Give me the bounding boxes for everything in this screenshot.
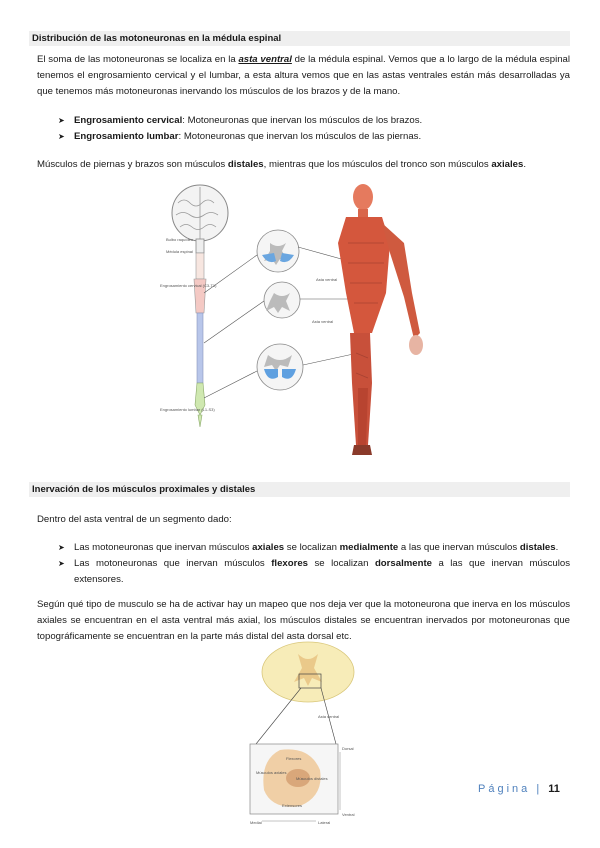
footer-separator: | bbox=[536, 783, 543, 795]
paragraph-soma: El soma de las motoneuronas se localiza en la asta ventral de la médula espinal. Vemos que a lo largo de la médula espinal tenemos el engrosamiento cervical y el lumbar, a esta altura vemos que en las astas ventrales están más desarrolladas ya que tenemos más motoneuronas inervando los músculos de los brazos y de la mano. bbox=[37, 54, 570, 97]
bullet-cervical: ➤ Engrosamiento cervical: Motoneuronas que inervan los músculos de los brazos. bbox=[60, 113, 570, 129]
label-asta-ventral-1: Asta ventral bbox=[316, 277, 338, 282]
paragraph-mapeo: Según qué tipo de musculo se ha de activar hay un mapeo que nos deja ver que la motoneurona que inerva en los músculos axiales se encuentran en el asta ventral más axial, los músculos distales se encuentran inervados por motoneuronas que topográficamente se encuentran en la parte más distal del asta dorsal etc. bbox=[37, 599, 570, 642]
bullet-lumbar: ➤ Engrosamiento lumbar: Motoneuronas que inervan los músculos de las piernas. bbox=[60, 129, 570, 145]
label-asta-ventral-2: Asta ventral bbox=[312, 319, 334, 324]
spinal-cord-column bbox=[194, 253, 206, 427]
label-extensores: Extensores bbox=[282, 803, 303, 808]
section-title-distribucion: Distribución de las motoneuronas en la médula espinal bbox=[29, 31, 570, 46]
cross-section-cervical bbox=[257, 230, 299, 272]
bullet-axiales: ➤ Las motoneuronas que inervan músculos axiales se localizan medialmente a las que inervan músculos distales. bbox=[60, 540, 570, 556]
page-number: 11 bbox=[548, 783, 560, 795]
label-flexores: Flexores bbox=[286, 756, 302, 761]
label-medula: Médula espinal bbox=[166, 249, 193, 254]
arrow-bullet-icon: ➤ bbox=[58, 116, 65, 125]
arrow-bullet-icon: ➤ bbox=[58, 559, 65, 568]
label-musculos-distales: Músculos distales bbox=[296, 776, 328, 781]
spinal-cord-section bbox=[262, 642, 354, 702]
paragraph-intro: Dentro del asta ventral de un segmento dado: bbox=[37, 514, 232, 525]
label-asta-ventral: Asta ventral bbox=[318, 714, 340, 719]
figure-spinal-cord bbox=[158, 183, 443, 457]
label-ventral: Ventral bbox=[342, 812, 355, 817]
label-engrosamiento-lumbar: Engrosamiento lumbar (L1-S3) bbox=[160, 407, 215, 412]
cross-section-lumbar bbox=[257, 344, 303, 390]
cross-section-thoracic bbox=[264, 282, 300, 318]
page-footer bbox=[478, 783, 560, 795]
figure-ventral-horn-map bbox=[246, 640, 362, 826]
arrow-bullet-icon: ➤ bbox=[58, 543, 65, 552]
label-dorsal: Dorsal bbox=[342, 746, 354, 751]
footer-label: Página bbox=[478, 783, 531, 795]
label-medial: Medial bbox=[250, 820, 262, 825]
label-engrosamiento-cervical: Engrosamiento cervical (C3-T1) bbox=[160, 283, 217, 288]
brain-illustration bbox=[172, 185, 228, 253]
arrow-bullet-icon: ➤ bbox=[58, 132, 65, 141]
paragraph-distales-axiales: Músculos de piernas y brazos son músculos distales, mientras que los músculos del tronco son músculos axiales. bbox=[37, 159, 527, 170]
label-musculos-axiales: Músculos axiales bbox=[256, 770, 287, 775]
label-bulbo: Bulbo raquídeo bbox=[166, 237, 194, 242]
bullet-flexores: ➤ Las motoneuronas que inervan músculos flexores se localizan dorsalmente a las que inervan músculos extensores. bbox=[58, 558, 571, 585]
section-title-inervacion: Inervación de los músculos proximales y distales bbox=[29, 482, 570, 497]
label-lateral: Lateral bbox=[318, 820, 331, 825]
muscular-body-illustration bbox=[338, 184, 423, 455]
